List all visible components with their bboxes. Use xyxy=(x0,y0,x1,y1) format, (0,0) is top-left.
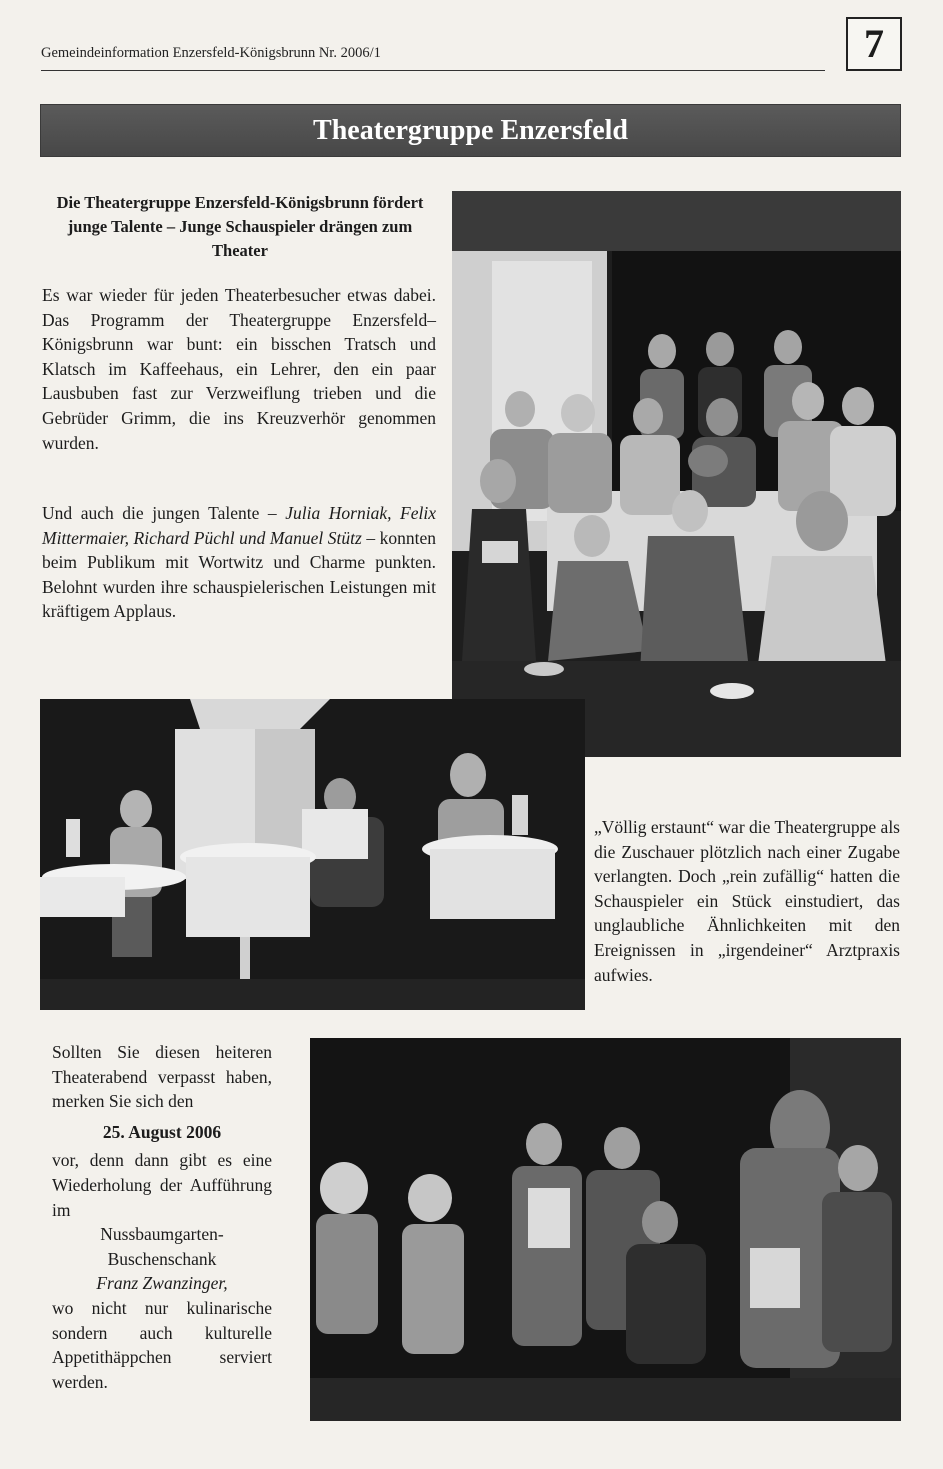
paragraph-encore: „Völlig erstaunt“ war die Theatergruppe als die Zuschauer plötzlich nach einer Zugabe verlangten. Doch „rein zufällig“ hatten die Schauspieler ein Stück einstudiert, das unglaubliche Ähnlichkeiten mit den Ereignissen in „irgendeiner“ Arztpraxis aufwies. xyxy=(594,817,900,985)
page-number: 7 xyxy=(846,17,902,71)
paragraph-intro: Es war wieder für jeden Theaterbesucher etwas dabei. Das Programm der Theatergruppe Enzersfeld–Königsbrunn war bunt: ein bisschen Tratsch und Klatsch im Kaffeehaus, ein Lehrer, den ein paar Lausbuben fast zur Verzweiflung trieben und die Gebrüder Grimm, die ins Kreuzverhör genommen wurden. xyxy=(42,285,436,453)
venue-name: Nussbaumgarten-Buschenschank xyxy=(100,1224,224,1269)
repeat-intro: Sollten Sie diesen heiteren Theaterabend verpasst haben, merken Sie sich den xyxy=(52,1042,272,1112)
paragraph-young-talents xyxy=(42,501,436,624)
paragraph-young-talents-rest: – konnten beim Publikum mit Wortwitz und Charme punkten. Belohnt wurden ihre schauspielerischen Leistungen mit kräftigem Applaus. xyxy=(42,527,436,622)
cafe-scene-photo xyxy=(40,699,585,1010)
article-subheadline: Die Theatergruppe Enzersfeld-Königsbrunn fördert junge Talente – Junge Schauspieler drängen zum Theater xyxy=(56,193,424,260)
paragraph-young-talents-lead: Und auch die jungen Talente – xyxy=(42,503,286,523)
article-title: Theatergruppe Enzersfeld xyxy=(40,104,901,157)
venue-host: Franz Zwanzinger, xyxy=(96,1273,228,1294)
young-talents-names: Julia Horniak, Felix Mittermaier, Richard Püchl und Manuel Stütz xyxy=(42,503,436,548)
repeat-middle: vor, denn dann gibt es eine Wiederholung der Aufführung im xyxy=(52,1150,272,1220)
doctor-scene-photo xyxy=(310,1038,901,1421)
group-photo xyxy=(452,191,901,757)
repeat-closing: wo nicht nur kulinarische sondern auch kulturelle Appetithäppchen serviert werden. xyxy=(52,1297,272,1392)
paragraph-repeat-performance xyxy=(52,1040,272,1394)
repeat-date: 25. August 2006 xyxy=(102,1121,222,1142)
header-rule xyxy=(41,70,825,71)
publication-line: Gemeindeinformation Enzersfeld-Königsbrunn Nr. 2006/1 xyxy=(41,45,381,61)
